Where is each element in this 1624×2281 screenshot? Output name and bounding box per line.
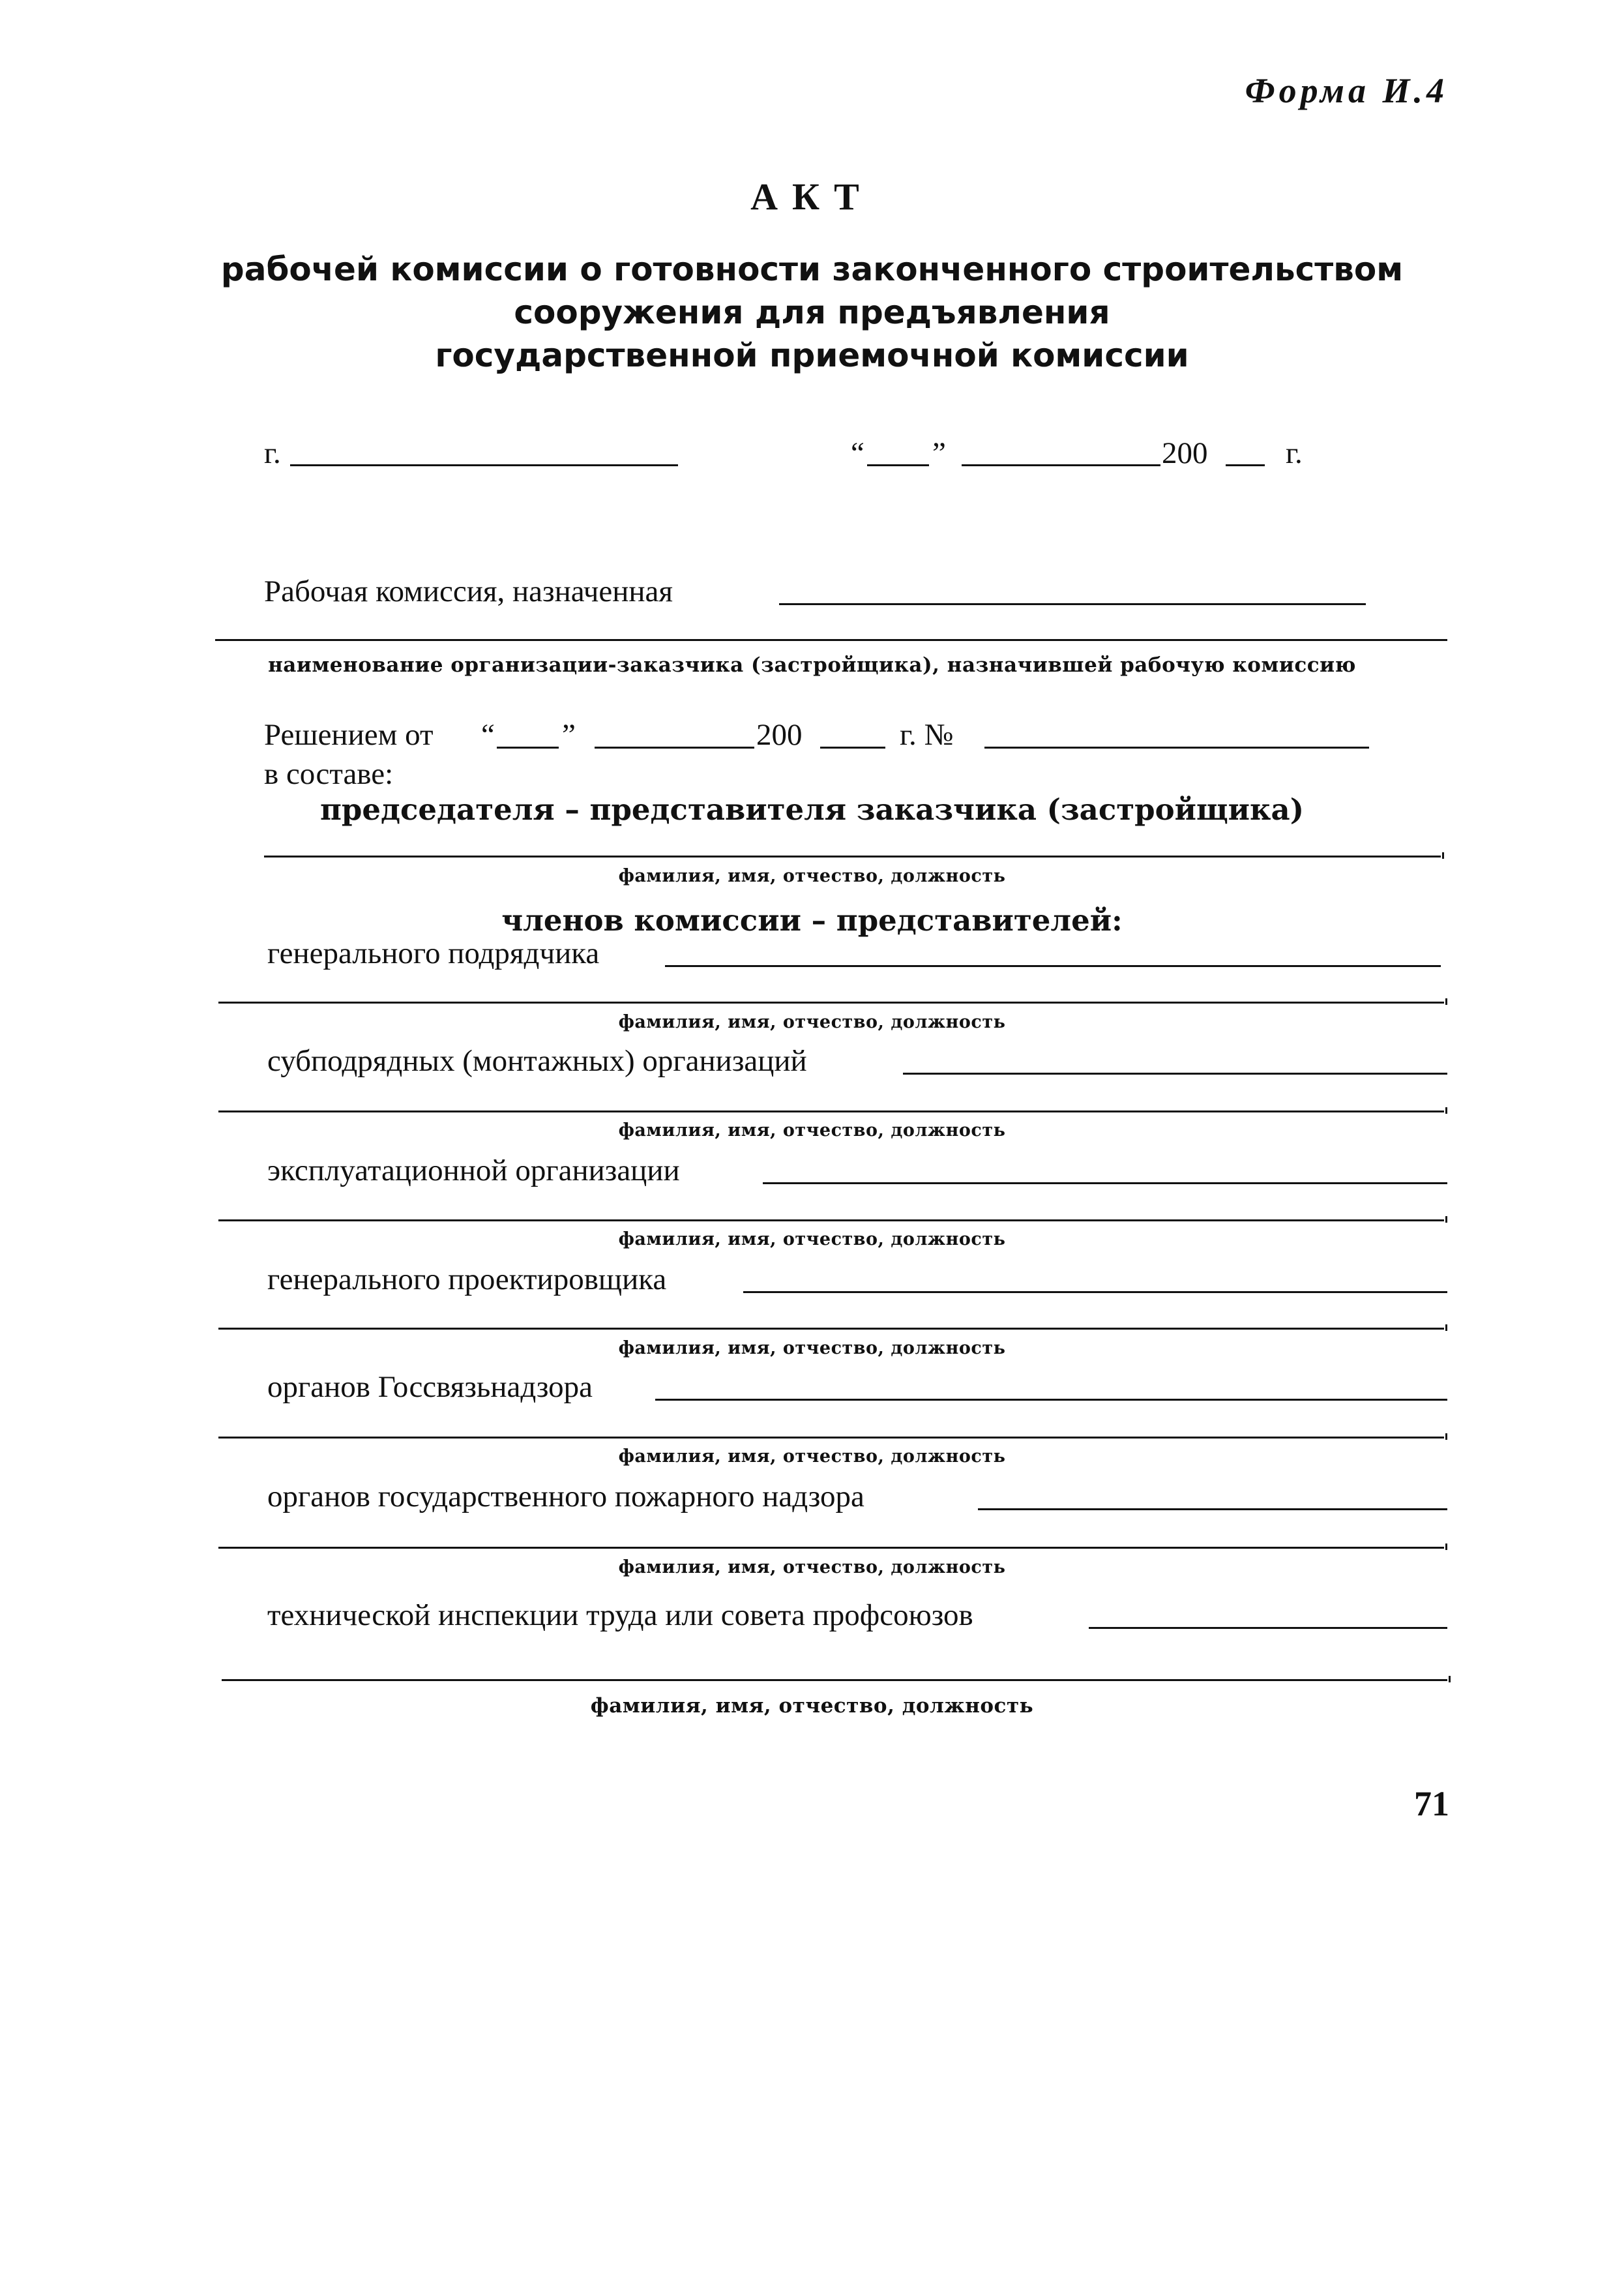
- member-label-general-designer: генерального проектировщика: [267, 1262, 667, 1296]
- member-field-labor-inspection[interactable]: [1089, 1627, 1447, 1629]
- member-label-subcontractors: субподрядных (монтажных) организаций: [267, 1044, 807, 1078]
- date-year-field[interactable]: [1226, 464, 1265, 466]
- line-end-mark: [1445, 1107, 1447, 1114]
- member-caption: фамилия, имя, отчество, должность: [590, 1694, 1034, 1718]
- subtitle-line-1: рабочей комиссии о готовности законченного строительством: [220, 250, 1404, 288]
- member-field-subcontractors-2[interactable]: [218, 1111, 1444, 1112]
- member-field-fire-supervision-2[interactable]: [218, 1547, 1444, 1549]
- member-field-subcontractors[interactable]: [903, 1073, 1447, 1075]
- member-caption: фамилия, имя, отчество, должность: [618, 1012, 1006, 1032]
- member-label-general-contractor: генерального подрядчика: [267, 936, 600, 970]
- member-field-operating-org[interactable]: [763, 1182, 1447, 1184]
- date-close-quote: ”: [932, 436, 946, 470]
- decision-quote-open: “: [481, 718, 495, 752]
- decision-number-label: г. №: [900, 718, 954, 752]
- city-prefix: г.: [264, 436, 281, 470]
- subtitle-line-2: сооружения для предъявления: [514, 293, 1110, 331]
- date-open-quote: “: [851, 436, 864, 470]
- member-caption: фамилия, имя, отчество, должность: [618, 1338, 1006, 1358]
- city-field[interactable]: [290, 464, 678, 466]
- member-field-general-designer-2[interactable]: [218, 1328, 1444, 1330]
- line-end-mark: [1445, 1433, 1447, 1440]
- line-end-mark: [1445, 1324, 1447, 1331]
- decision-year-prefix: 200: [756, 718, 803, 752]
- date-day-field[interactable]: [867, 464, 929, 466]
- line-end-mark: [1442, 852, 1444, 859]
- decision-year-field[interactable]: [820, 747, 885, 749]
- member-field-gossvyaznadzor[interactable]: [655, 1399, 1447, 1401]
- member-field-general-contractor-2[interactable]: [218, 1002, 1444, 1004]
- member-field-gossvyaznadzor-2[interactable]: [218, 1437, 1444, 1439]
- member-caption: фамилия, имя, отчество, должность: [618, 1229, 1006, 1249]
- members-heading: членов комиссии – представителей:: [501, 903, 1123, 938]
- member-caption: фамилия, имя, отчество, должность: [618, 1557, 1006, 1577]
- commission-org-field[interactable]: [779, 603, 1366, 605]
- org-caption: наименование организации-заказчика (застройщика), назначившей рабочую комиссию: [268, 653, 1356, 677]
- member-label-labor-inspection: технической инспекции труда или совета профсоюзов: [267, 1598, 973, 1632]
- document-subtitle: [0, 248, 1624, 377]
- commission-label: Рабочая комиссия, назначенная: [264, 574, 673, 608]
- member-field-general-contractor[interactable]: [665, 965, 1441, 967]
- decision-month-field[interactable]: [595, 747, 754, 749]
- member-label-gossvyaznadzor: органов Госсвязьнадзора: [267, 1370, 593, 1404]
- decision-label: Решением от: [264, 718, 434, 752]
- date-year-suffix: г.: [1286, 436, 1303, 470]
- line-end-mark: [1445, 998, 1447, 1005]
- decision-quote-close: ”: [562, 718, 576, 752]
- line-end-mark: [1445, 1543, 1447, 1550]
- decision-number-field[interactable]: [984, 747, 1369, 749]
- member-field-fire-supervision[interactable]: [978, 1508, 1447, 1510]
- member-caption: фамилия, имя, отчество, должность: [618, 1446, 1006, 1467]
- member-field-labor-inspection-2[interactable]: [222, 1679, 1447, 1681]
- chairman-heading: председателя – представителя заказчика (застройщика): [320, 792, 1304, 827]
- composition-label: в составе:: [264, 757, 394, 791]
- form-number-label: Форма И.4: [1245, 71, 1448, 110]
- chairman-field[interactable]: [264, 856, 1441, 857]
- member-field-general-designer[interactable]: [743, 1291, 1447, 1293]
- line-end-mark: [1445, 1216, 1447, 1223]
- member-label-operating-org: эксплуатационной организации: [267, 1154, 680, 1187]
- document-title: АКТ: [750, 175, 874, 218]
- member-caption: фамилия, имя, отчество, должность: [618, 1120, 1006, 1140]
- page-number: 71: [1414, 1784, 1449, 1823]
- chairman-caption: фамилия, имя, отчество, должность: [618, 866, 1006, 886]
- date-month-field[interactable]: [962, 464, 1160, 466]
- member-label-fire-supervision: органов государственного пожарного надзора: [267, 1480, 864, 1513]
- date-year-prefix: 200: [1162, 436, 1208, 470]
- commission-org-field-2[interactable]: [215, 639, 1447, 641]
- line-end-mark: [1449, 1676, 1451, 1682]
- member-field-operating-org-2[interactable]: [218, 1219, 1444, 1221]
- subtitle-line-3: государственной приемочной комиссии: [435, 336, 1189, 374]
- decision-day-field[interactable]: [497, 747, 559, 749]
